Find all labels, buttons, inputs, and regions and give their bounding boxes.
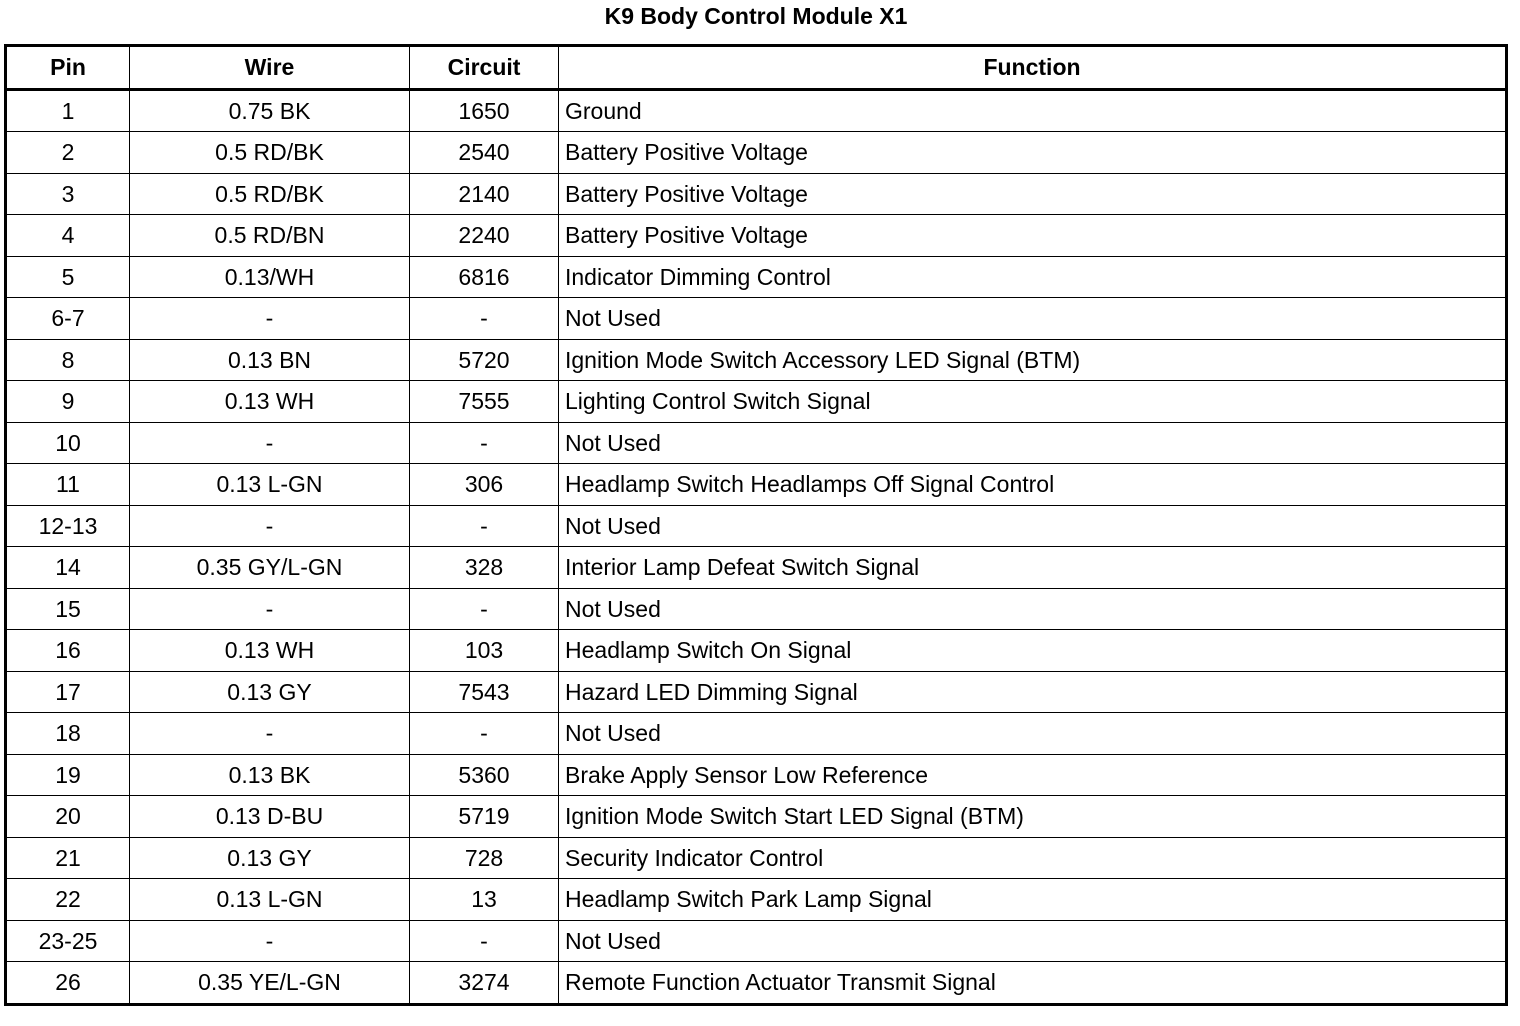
- table-row: [6, 464, 1507, 506]
- cell-wire: -: [130, 713, 410, 755]
- cell-function: Ignition Mode Switch Start LED Signal (BTM): [559, 796, 1507, 838]
- cell-pin: 19: [6, 754, 130, 796]
- cell-circuit: 7543: [410, 671, 559, 713]
- cell-circuit: 5719: [410, 796, 559, 838]
- cell-function: Not Used: [559, 588, 1507, 630]
- cell-pin: 3: [6, 173, 130, 215]
- table-row: [6, 89, 1507, 132]
- cell-wire: 0.13 D-BU: [130, 796, 410, 838]
- cell-pin: 26: [6, 962, 130, 1005]
- table-row: [6, 173, 1507, 215]
- cell-pin: 22: [6, 879, 130, 921]
- cell-wire: 0.13 L-GN: [130, 879, 410, 921]
- connector-pin-table: [4, 44, 1508, 1006]
- cell-pin: 8: [6, 339, 130, 381]
- cell-pin: 9: [6, 381, 130, 423]
- cell-circuit: 6816: [410, 256, 559, 298]
- table-row: [6, 837, 1507, 879]
- cell-circuit: 7555: [410, 381, 559, 423]
- cell-circuit: 1650: [410, 89, 559, 132]
- cell-wire: 0.5 RD/BK: [130, 132, 410, 174]
- cell-function: Headlamp Switch Park Lamp Signal: [559, 879, 1507, 921]
- cell-circuit: -: [410, 298, 559, 340]
- table-row: [6, 671, 1507, 713]
- table-header-row: [6, 46, 1507, 90]
- table-row: [6, 588, 1507, 630]
- cell-circuit: -: [410, 920, 559, 962]
- cell-circuit: 728: [410, 837, 559, 879]
- cell-function: Battery Positive Voltage: [559, 173, 1507, 215]
- cell-circuit: 5360: [410, 754, 559, 796]
- cell-wire: -: [130, 920, 410, 962]
- cell-pin: 5: [6, 256, 130, 298]
- cell-circuit: -: [410, 505, 559, 547]
- table-row: [6, 879, 1507, 921]
- cell-circuit: 2140: [410, 173, 559, 215]
- table-row: [6, 630, 1507, 672]
- table-row: [6, 381, 1507, 423]
- cell-wire: 0.13 GY: [130, 837, 410, 879]
- cell-function: Not Used: [559, 298, 1507, 340]
- cell-pin: 4: [6, 215, 130, 257]
- cell-function: Not Used: [559, 505, 1507, 547]
- cell-circuit: 306: [410, 464, 559, 506]
- cell-wire: 0.5 RD/BK: [130, 173, 410, 215]
- cell-pin: 18: [6, 713, 130, 755]
- cell-function: Ignition Mode Switch Accessory LED Signal (BTM): [559, 339, 1507, 381]
- header-function: Function: [559, 46, 1507, 90]
- cell-pin: 15: [6, 588, 130, 630]
- cell-function: Battery Positive Voltage: [559, 215, 1507, 257]
- cell-function: Hazard LED Dimming Signal: [559, 671, 1507, 713]
- cell-pin: 10: [6, 422, 130, 464]
- cell-circuit: -: [410, 713, 559, 755]
- table-row: [6, 713, 1507, 755]
- cell-function: Not Used: [559, 713, 1507, 755]
- cell-function: Headlamp Switch On Signal: [559, 630, 1507, 672]
- table-row: [6, 962, 1507, 1005]
- cell-pin: 6-7: [6, 298, 130, 340]
- cell-wire: 0.13 WH: [130, 381, 410, 423]
- cell-pin: 2: [6, 132, 130, 174]
- table-row: [6, 339, 1507, 381]
- table-row: [6, 754, 1507, 796]
- cell-function: Lighting Control Switch Signal: [559, 381, 1507, 423]
- cell-wire: 0.75 BK: [130, 89, 410, 132]
- table-row: [6, 132, 1507, 174]
- cell-circuit: 2240: [410, 215, 559, 257]
- cell-function: Brake Apply Sensor Low Reference: [559, 754, 1507, 796]
- cell-wire: 0.35 GY/L-GN: [130, 547, 410, 589]
- cell-wire: 0.5 RD/BN: [130, 215, 410, 257]
- cell-wire: 0.13 BN: [130, 339, 410, 381]
- cell-function: Headlamp Switch Headlamps Off Signal Control: [559, 464, 1507, 506]
- cell-circuit: 2540: [410, 132, 559, 174]
- header-wire: Wire: [130, 46, 410, 90]
- cell-circuit: -: [410, 422, 559, 464]
- cell-wire: -: [130, 588, 410, 630]
- cell-function: Security Indicator Control: [559, 837, 1507, 879]
- cell-function: Not Used: [559, 422, 1507, 464]
- cell-circuit: 5720: [410, 339, 559, 381]
- cell-circuit: 13: [410, 879, 559, 921]
- header-pin: Pin: [6, 46, 130, 90]
- table-row: [6, 505, 1507, 547]
- cell-wire: 0.13 WH: [130, 630, 410, 672]
- cell-pin: 11: [6, 464, 130, 506]
- cell-pin: 14: [6, 547, 130, 589]
- table-row: [6, 298, 1507, 340]
- cell-wire: 0.13/WH: [130, 256, 410, 298]
- cell-function: Battery Positive Voltage: [559, 132, 1507, 174]
- cell-function: Ground: [559, 89, 1507, 132]
- cell-pin: 20: [6, 796, 130, 838]
- table-row: [6, 920, 1507, 962]
- cell-function: Remote Function Actuator Transmit Signal: [559, 962, 1507, 1005]
- cell-circuit: 3274: [410, 962, 559, 1005]
- cell-function: Interior Lamp Defeat Switch Signal: [559, 547, 1507, 589]
- cell-wire: -: [130, 505, 410, 547]
- cell-pin: 1: [6, 89, 130, 132]
- cell-wire: 0.13 GY: [130, 671, 410, 713]
- table-row: [6, 256, 1507, 298]
- page-title: K9 Body Control Module X1: [604, 3, 908, 29]
- cell-pin: 21: [6, 837, 130, 879]
- table-row: [6, 796, 1507, 838]
- cell-function: Indicator Dimming Control: [559, 256, 1507, 298]
- header-circuit: Circuit: [410, 46, 559, 90]
- cell-wire: 0.13 BK: [130, 754, 410, 796]
- cell-wire: -: [130, 298, 410, 340]
- table-row: [6, 422, 1507, 464]
- cell-wire: -: [130, 422, 410, 464]
- cell-circuit: 103: [410, 630, 559, 672]
- cell-circuit: -: [410, 588, 559, 630]
- cell-pin: 16: [6, 630, 130, 672]
- table-row: [6, 547, 1507, 589]
- table-row: [6, 215, 1507, 257]
- cell-function: Not Used: [559, 920, 1507, 962]
- cell-circuit: 328: [410, 547, 559, 589]
- cell-pin: 17: [6, 671, 130, 713]
- cell-pin: 23-25: [6, 920, 130, 962]
- cell-wire: 0.35 YE/L-GN: [130, 962, 410, 1005]
- cell-wire: 0.13 L-GN: [130, 464, 410, 506]
- cell-pin: 12-13: [6, 505, 130, 547]
